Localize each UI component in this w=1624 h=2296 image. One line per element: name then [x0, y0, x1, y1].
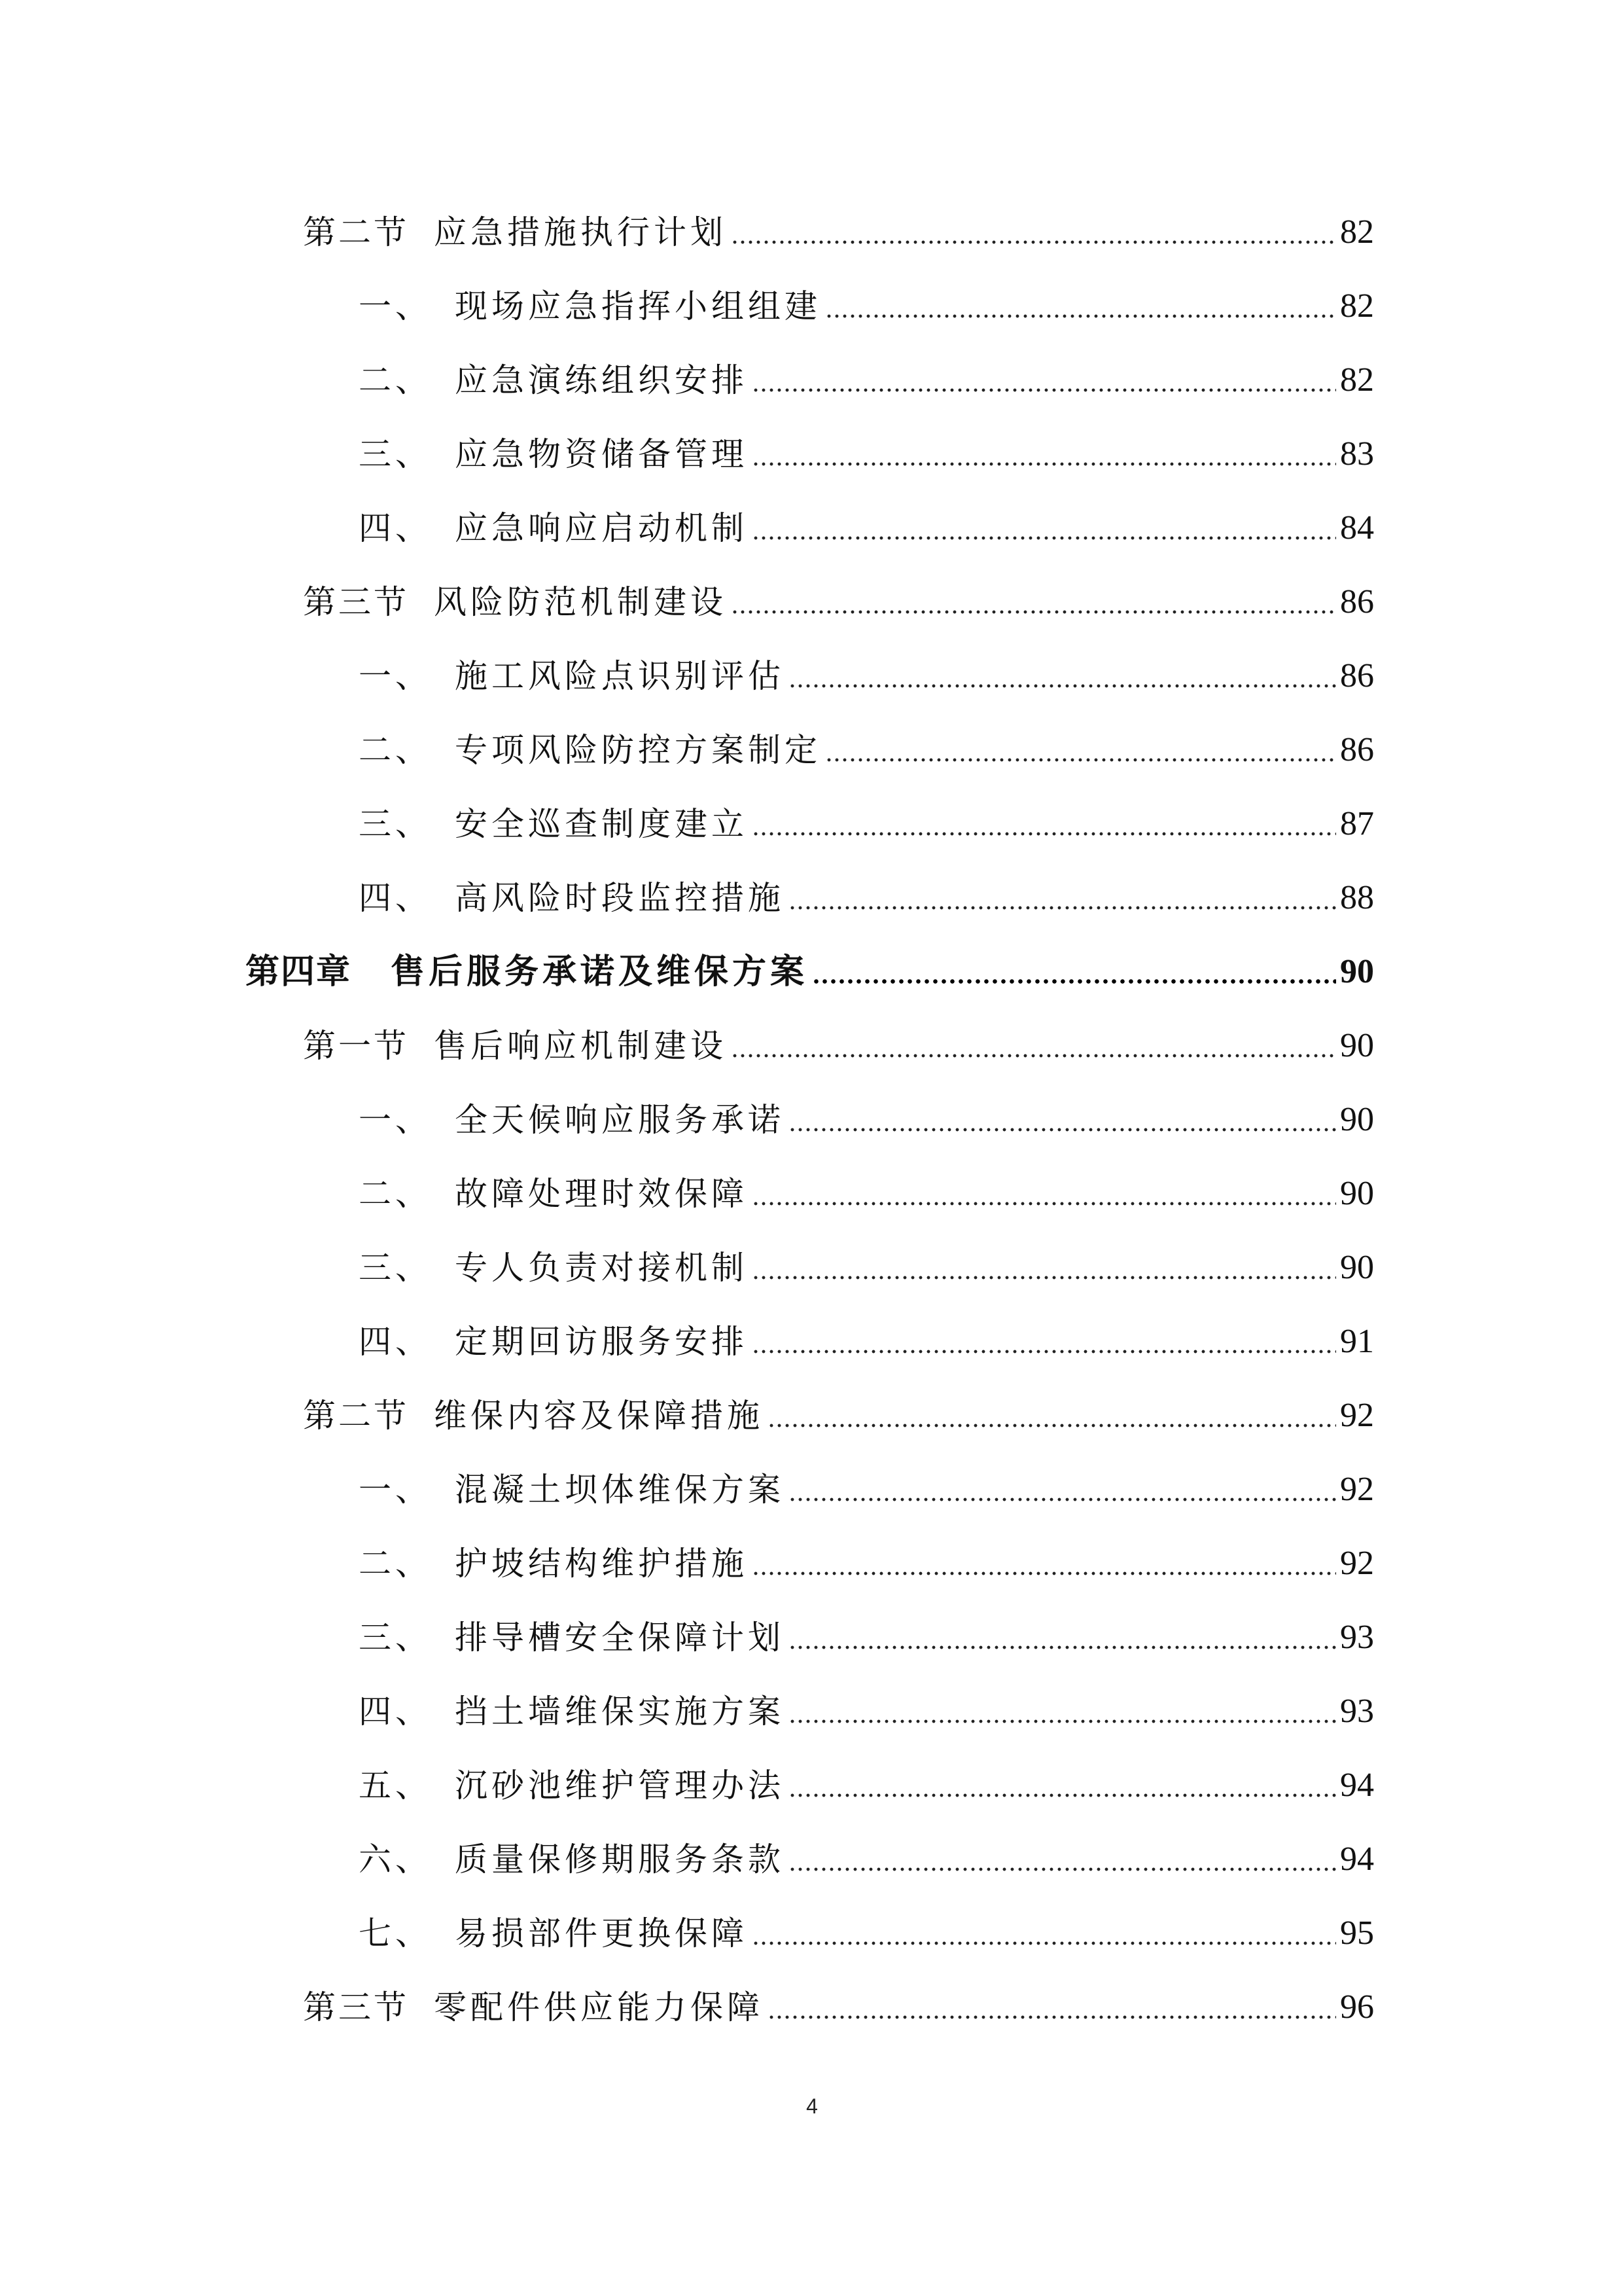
dot-leader — [752, 1571, 1336, 1575]
toc-row-page: 94 — [1340, 1840, 1374, 1878]
toc-row-page: 92 — [1340, 1397, 1374, 1434]
toc-row-title: 风险防范机制建设 — [434, 583, 727, 621]
dot-leader — [752, 832, 1336, 836]
toc-row-number: 六、 — [359, 1840, 432, 1878]
toc-row[interactable] — [359, 1450, 1374, 1509]
toc-row-number: 一、 — [359, 657, 432, 695]
toc-row[interactable] — [359, 1155, 1374, 1213]
toc-row-title: 安全巡查制度建立 — [455, 805, 748, 843]
toc-row-number: 二、 — [359, 731, 432, 769]
toc-row-number: 一、 — [359, 1101, 432, 1139]
toc-row[interactable] — [359, 785, 1374, 844]
toc-row-title: 混凝土坝体维保方案 — [455, 1471, 785, 1509]
toc-row[interactable] — [359, 267, 1374, 326]
toc-row[interactable] — [359, 859, 1374, 918]
toc-row-number: 三、 — [359, 1249, 432, 1287]
toc-row-page: 90 — [1340, 1027, 1374, 1064]
toc-row-title: 定期回访服务安排 — [455, 1323, 748, 1361]
toc-row-page: 96 — [1340, 1988, 1374, 2026]
dot-leader — [752, 536, 1336, 540]
toc-row[interactable] — [359, 1302, 1374, 1361]
toc-row-number: 第二节 — [303, 1397, 409, 1435]
dot-leader — [768, 1424, 1336, 1427]
toc-row-number: 四、 — [359, 1693, 432, 1731]
toc-row-title: 故障处理时效保障 — [455, 1175, 748, 1213]
dot-leader — [752, 1276, 1336, 1280]
toc-row-page: 82 — [1340, 213, 1374, 251]
dot-leader — [812, 979, 1336, 984]
toc-row-page: 87 — [1340, 805, 1374, 842]
toc-row-title: 应急物资储备管理 — [455, 435, 748, 473]
toc-row-number: 第一节 — [303, 1027, 409, 1065]
dot-leader — [788, 1719, 1336, 1723]
toc-row-page: 94 — [1340, 1767, 1374, 1804]
toc-row-title: 零配件供应能力保障 — [434, 1988, 764, 2026]
dot-leader — [788, 906, 1336, 910]
toc-row-page: 90 — [1340, 1175, 1374, 1212]
dot-leader — [788, 1645, 1336, 1649]
toc-row[interactable] — [359, 1081, 1374, 1139]
toc-row-title: 易损部件更换保障 — [455, 1914, 748, 1952]
toc-row-page: 84 — [1340, 509, 1374, 547]
toc-row-title: 高风险时段监控措施 — [455, 879, 785, 917]
toc-row-number: 二、 — [359, 1545, 432, 1583]
toc-row-page: 93 — [1340, 1693, 1374, 1730]
toc-row-number: 三、 — [359, 435, 432, 473]
toc-row-title: 应急响应启动机制 — [455, 509, 748, 547]
toc-row-page: 83 — [1340, 435, 1374, 473]
dot-leader — [752, 388, 1336, 392]
toc-row-number: 三、 — [359, 1619, 432, 1657]
dot-leader — [788, 1793, 1336, 1797]
toc-row-number: 四、 — [359, 879, 432, 917]
toc-row[interactable] — [359, 1746, 1374, 1805]
toc-row[interactable] — [359, 415, 1374, 474]
dot-leader — [752, 1202, 1336, 1206]
toc-row-title: 应急措施执行计划 — [434, 213, 727, 251]
toc-row-title: 维保内容及保障措施 — [434, 1397, 764, 1435]
dot-leader — [731, 610, 1336, 614]
toc-row-title: 质量保修期服务条款 — [455, 1840, 785, 1878]
toc-row-page: 93 — [1340, 1619, 1374, 1656]
toc-row-number: 五、 — [359, 1767, 432, 1804]
toc-row-page: 86 — [1340, 731, 1374, 768]
toc-row-number: 三、 — [359, 805, 432, 843]
toc-row-title: 专人负责对接机制 — [455, 1249, 748, 1287]
dot-leader — [731, 1054, 1336, 1058]
toc-row-number: 第三节 — [303, 583, 409, 621]
toc-row-number: 四、 — [359, 509, 432, 547]
toc-row-title: 沉砂池维护管理办法 — [455, 1767, 785, 1804]
dot-leader — [788, 1867, 1336, 1871]
toc-row[interactable] — [359, 341, 1374, 400]
toc-row-number: 第二节 — [303, 213, 409, 251]
toc-row-page: 90 — [1340, 953, 1374, 990]
dot-leader — [825, 314, 1336, 318]
dot-leader — [788, 1128, 1336, 1132]
toc-row-number: 第四章 — [245, 952, 352, 992]
toc-row-title: 排导槽安全保障计划 — [455, 1619, 785, 1657]
toc-row-number: 第三节 — [303, 1988, 409, 2026]
toc-row[interactable] — [359, 1229, 1374, 1287]
toc-row-title: 售后服务承诺及维保方案 — [391, 952, 809, 992]
toc-row[interactable] — [245, 933, 1374, 992]
toc-row-title: 应急演练组织安排 — [455, 361, 748, 399]
toc-row-number: 二、 — [359, 361, 432, 399]
dot-leader — [752, 462, 1336, 466]
toc-row[interactable] — [303, 193, 1374, 252]
toc-row-page: 92 — [1340, 1471, 1374, 1508]
toc-row[interactable] — [359, 711, 1374, 770]
dot-leader — [788, 684, 1336, 688]
toc-row-number: 四、 — [359, 1323, 432, 1361]
toc-row-page: 90 — [1340, 1101, 1374, 1138]
toc-row-title: 施工风险点识别评估 — [455, 657, 785, 695]
dot-leader — [752, 1350, 1336, 1354]
toc-row[interactable] — [303, 563, 1374, 622]
dot-leader — [768, 2015, 1336, 2019]
toc-row-title: 挡土墙维保实施方案 — [455, 1693, 785, 1731]
toc-row-page: 86 — [1340, 583, 1374, 620]
page-number: 4 — [806, 2094, 818, 2118]
toc-row-title: 专项风险防控方案制定 — [455, 731, 821, 769]
toc-row-title: 全天候响应服务承诺 — [455, 1101, 785, 1139]
toc-row[interactable] — [303, 1007, 1374, 1066]
toc-row[interactable] — [303, 1376, 1374, 1435]
toc-row-title: 护坡结构维护措施 — [455, 1545, 748, 1583]
dot-leader — [825, 758, 1336, 762]
toc-row[interactable] — [359, 1820, 1374, 1879]
dot-leader — [752, 1941, 1336, 1945]
toc-row-page: 88 — [1340, 879, 1374, 916]
toc-row-number: 一、 — [359, 1471, 432, 1509]
toc-row-page: 86 — [1340, 657, 1374, 694]
toc-row-number: 二、 — [359, 1175, 432, 1213]
toc-row[interactable] — [303, 1968, 1374, 2027]
toc-row-number: 七、 — [359, 1914, 432, 1952]
toc-row-page: 82 — [1340, 361, 1374, 399]
toc-row-title: 售后响应机制建设 — [434, 1027, 727, 1065]
toc-row-page: 90 — [1340, 1249, 1374, 1286]
toc-row[interactable] — [359, 1598, 1374, 1657]
toc-row-title: 现场应急指挥小组组建 — [455, 287, 821, 325]
toc-row[interactable] — [359, 1524, 1374, 1583]
toc-row-number: 一、 — [359, 287, 432, 325]
toc-row-page: 91 — [1340, 1323, 1374, 1360]
toc-row[interactable] — [359, 489, 1374, 548]
toc-row-page: 95 — [1340, 1914, 1374, 1952]
toc-row-page: 92 — [1340, 1545, 1374, 1582]
toc-row[interactable] — [359, 1894, 1374, 1953]
toc-row-page: 82 — [1340, 287, 1374, 325]
toc-row[interactable] — [359, 637, 1374, 696]
dot-leader — [788, 1498, 1336, 1501]
toc-row[interactable] — [359, 1672, 1374, 1731]
dot-leader — [731, 240, 1336, 244]
